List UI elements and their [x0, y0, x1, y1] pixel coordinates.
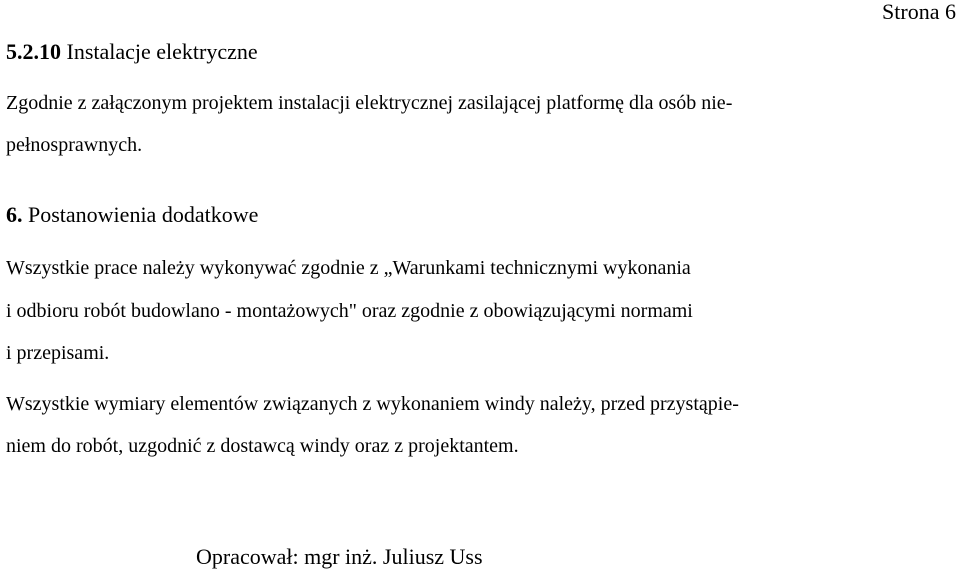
signature: Opracował: mgr inż. Juliusz Uss	[196, 544, 483, 569]
paragraph-line: i przepisami.	[6, 342, 110, 364]
page-number: Strona 6	[882, 0, 956, 24]
paragraph-line: Wszystkie prace należy wykonywać zgodnie z „Warunkami technicznymi wykonania	[6, 257, 691, 279]
paragraph-line: niem do robót, uzgodnić z dostawcą windy oraz z projektantem.	[6, 435, 519, 457]
section-number: 5.2.10	[6, 39, 61, 64]
paragraph-line: Zgodnie z załączonym projektem instalacji elektrycznej zasilającej platformę dla osób nie-	[6, 92, 733, 114]
paragraph-line: pełnosprawnych.	[6, 134, 143, 156]
section-heading-5-2-10	[6, 38, 258, 66]
paragraph-line: i odbioru robót budowlano - montażowych" oraz zgodnie z obowiązującymi normami	[6, 300, 693, 322]
section-number: 6.	[6, 202, 23, 227]
section-title: Postanowienia dodatkowe	[22, 202, 259, 227]
section-title: Instalacje elektryczne	[61, 39, 258, 64]
paragraph-line: Wszystkie wymiary elementów związanych z wykonaniem windy należy, przed przystąpie-	[6, 393, 739, 415]
section-heading-6	[6, 201, 258, 229]
